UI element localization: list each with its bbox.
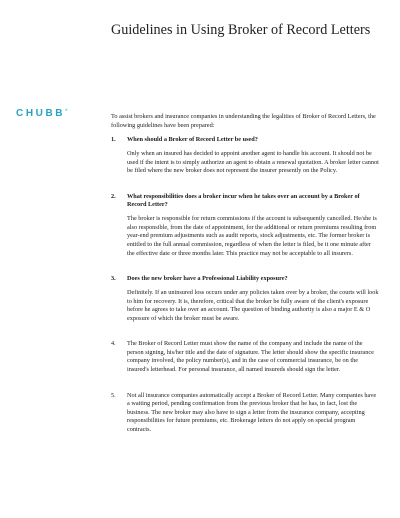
section-3-number: 3.	[111, 275, 116, 283]
section-3-question-text: Does the new broker have a Professional Liability exposure?	[127, 275, 288, 283]
chubb-logo	[16, 108, 67, 119]
logo-text: CHUBB	[16, 108, 66, 119]
section-2-number: 2.	[111, 192, 116, 200]
section-3-answer: Definitely. If an uninsured loss occurs under any policies taken over by a broker, the courts will look to him for recovery. It is, therefore, critical that the broker be fully aware of the client's exposure before he agrees to take over an account. The question of binding authority is also a major E & O exposure of which the broker must be aware.	[127, 289, 379, 322]
section-5	[111, 392, 379, 435]
logo-registered-mark: ®	[65, 108, 68, 112]
section-1-answer: Only when an insured has decided to appoint another agent to handle his account. It should not be used if the intent is to simply authorize an agent to obtain a renewal quotation. A broker letter cannot be filed where the new broker does not represent the insurer presently on the Policy.	[127, 150, 379, 175]
section-1	[111, 136, 379, 176]
section-5-paragraph	[111, 392, 379, 435]
section-1-question	[111, 136, 379, 145]
section-2-question-text: What responsibilities does a broker incur when he takes over an account by a Broker of Record Letter?	[127, 192, 360, 209]
section-4-paragraph	[111, 340, 379, 374]
section-4-number: 4.	[111, 340, 116, 348]
intro-paragraph: To assist brokers and insurance companies in understanding the legalities of Broker of Record Letters, the following guidelines have been prepared:	[111, 113, 376, 129]
document-body	[111, 113, 379, 434]
section-2-question	[111, 193, 379, 210]
section-4-text: The Broker of Record Letter must show the name of the company and include the name of the person signing, his/her title and the date of signature. The letter should show the specific insurance company involved, the policy number(s), and in the case of commercial insurance, be on the insured's letterhead. For personal insurance, all named insureds should sign the letter.	[127, 340, 374, 373]
section-1-number: 1.	[111, 136, 116, 144]
section-3	[111, 275, 379, 323]
page-title: Guidelines in Using Broker of Record Letters	[111, 22, 371, 38]
section-5-number: 5.	[111, 391, 116, 399]
section-5-text: Not all insurance companies automatically accept a Broker of Record Letter. Many companies have a waiting period, pending confirmation from the previous broker that he has, in fact, lost the business. The new broker may also have to sign a letter from the insurance company, accepting responsibilities for future premiums, etc. Brokerage letters do not apply on special program contracts.	[127, 391, 377, 433]
section-4	[111, 340, 379, 374]
section-1-question-text: When should a Broker of Record Letter be used?	[127, 136, 258, 144]
section-3-question	[111, 275, 379, 284]
section-2	[111, 193, 379, 258]
section-2-answer: The broker is responsible for return commissions if the account is subsequently cancelled. He/she is also responsible, from the date of appointment, for the additional or return premiums resulting from year-end premium adjustments such as audit reports, stock adjustments, etc. The former broker is entitled to the full annual commission, regardless of when the letter is filed, be it one minute after the effective date or three months later. This practice may not be acceptable to all insurers.	[127, 215, 377, 257]
